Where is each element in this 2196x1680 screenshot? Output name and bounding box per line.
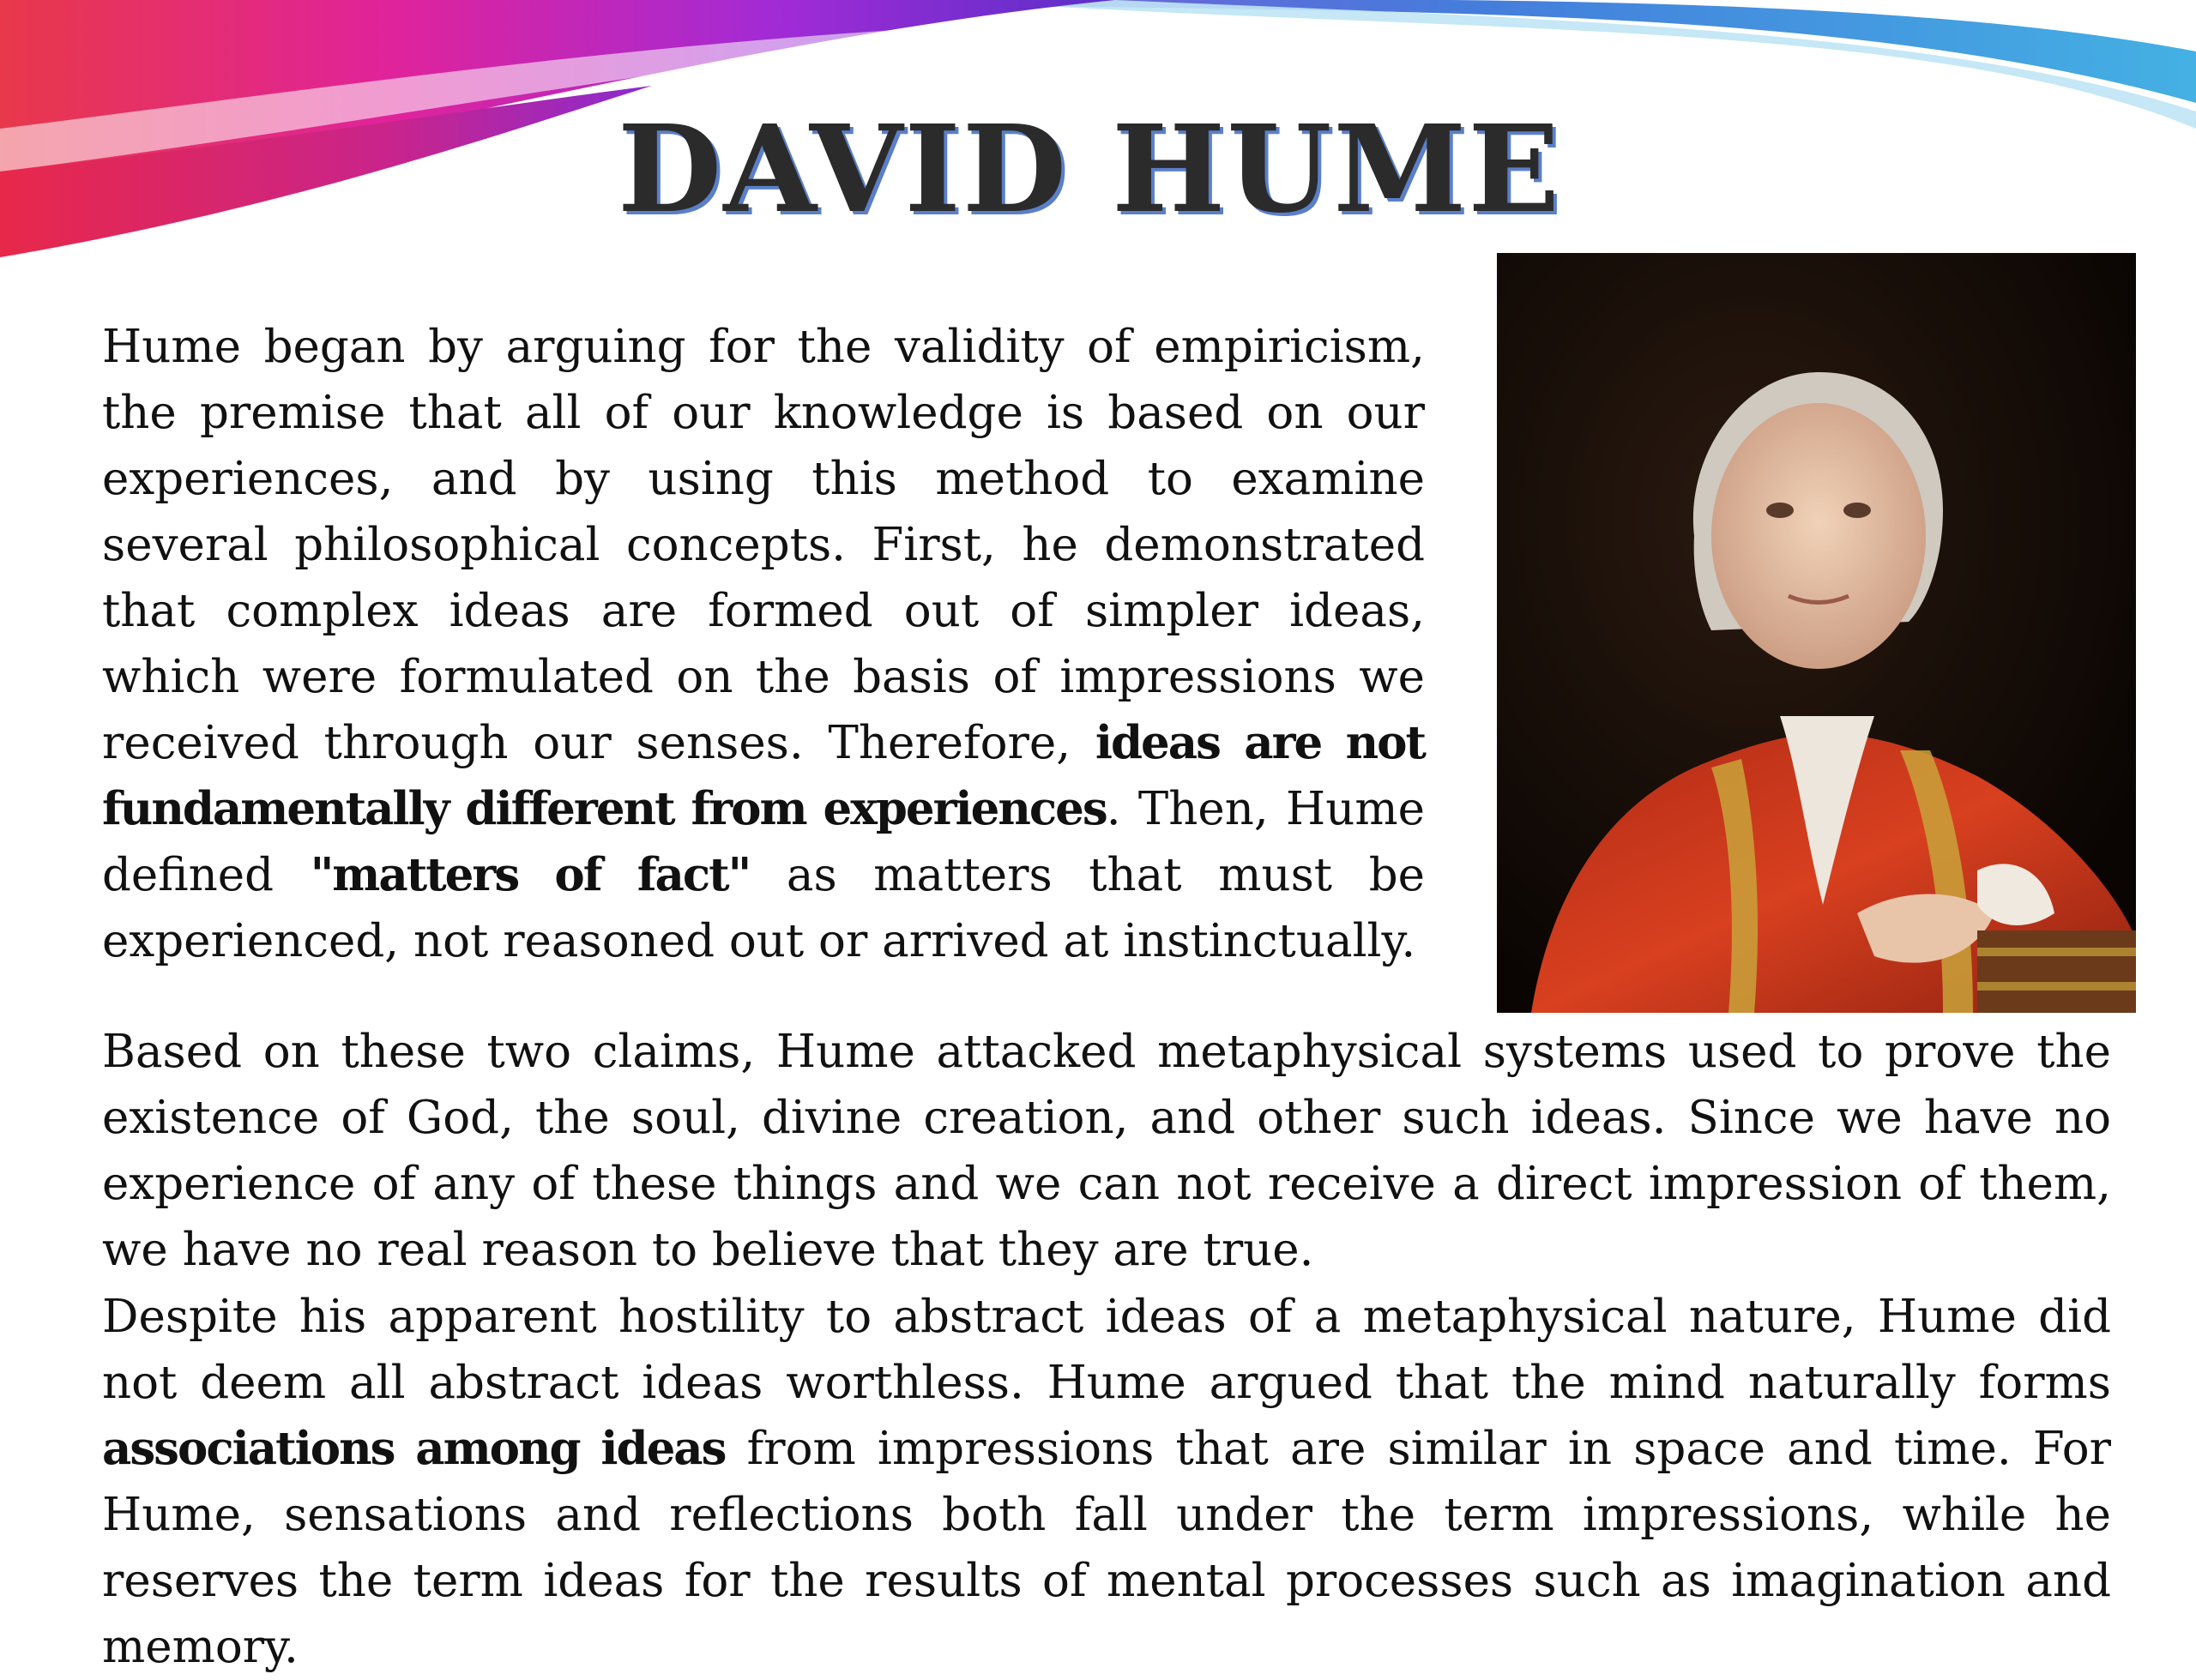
portrait-painting — [1497, 253, 2136, 1013]
books — [1977, 930, 2136, 1013]
emphasis-matters-of-fact: "matters of fact" — [310, 848, 751, 901]
title-text: DAVID HUME — [617, 99, 1562, 240]
paragraph-associations — [102, 1284, 2111, 1680]
text-segment: Despite his apparent hostility to abstract ideas of a metaphysical nature, Hume did not deem all abstract ideas worthless. Hume argued that the mind naturally forms — [102, 1291, 2111, 1409]
face — [1711, 403, 1926, 669]
portrait-image — [1497, 253, 2136, 1013]
text-segment: from impressions that are similar in space and time. For Hume, sensations and reflections both fall under the term impressions, while he reserves the term ideas for the results of mental processes such as imagination and memory. — [102, 1423, 2111, 1673]
emphasis-ideas-not-different: ideas are not fundamentally different from experiences — [102, 716, 1425, 835]
paragraph-metaphysics — [102, 1019, 2111, 1283]
text-segment: Hume began by arguing for the validity of empiricism, the premise that all of our knowledge is based on our experiences, and by using this method to examine several philosophical concepts. First, he demonstrated that complex ideas are formed out of simpler ideas, which were formulated on the basis of impressions we received through our senses. Therefore, — [102, 321, 1425, 769]
text-segment: as matters that must be experienced, not reasoned out or arrived at instinctually. — [102, 849, 1425, 967]
paragraph-empiricism — [102, 314, 1425, 974]
emphasis-associations-among-ideas: associations among ideas — [102, 1422, 726, 1475]
text-segment: . Then, Hume defined — [102, 783, 1425, 901]
text-segment: Based on these two claims, Hume attacked metaphysical systems used to prove the existence of God, the soul, divine creation, and other such ideas. Since we have no experience of any of these things and we can not receive a direct impression of them, we have no real reason to believe that they are true. — [102, 1026, 2111, 1276]
slide-title — [0, 99, 2196, 240]
